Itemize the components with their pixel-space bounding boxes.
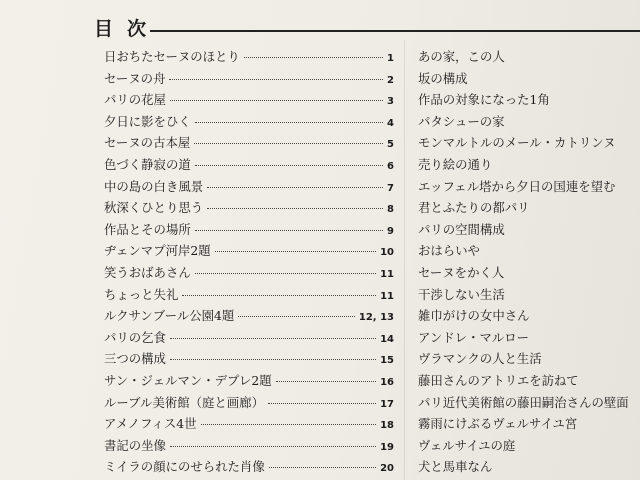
- toc-entry-title: 干渉しない生活: [418, 286, 505, 302]
- toc-entry-title: サン・ジェルマン・デプレ2題: [104, 372, 272, 388]
- toc-entry-title: 作品とその場所: [104, 221, 191, 237]
- dot-leader: [276, 381, 376, 382]
- toc-entry-page: 5: [387, 139, 394, 151]
- toc-entry-page: 3: [387, 96, 394, 108]
- dot-leader: [170, 446, 376, 447]
- toc-entry-page: 16: [380, 376, 394, 388]
- dot-leader: [207, 208, 383, 209]
- toc-entry-title: 犬と馬車なん: [418, 459, 493, 475]
- toc-entry: [104, 219, 394, 241]
- toc-entry-title: 三つの構成: [104, 351, 166, 367]
- toc-entry: [104, 370, 394, 392]
- toc-entry-page: 10: [380, 247, 394, 259]
- dot-leader: [201, 424, 377, 425]
- toc-entry: [104, 46, 394, 68]
- toc-entry: [104, 111, 394, 133]
- toc-entry-title: セーヌの古本屋: [104, 135, 191, 151]
- toc-entry: [418, 284, 640, 306]
- toc-entry-title: パタシューの家: [418, 113, 505, 129]
- toc-entry: [418, 348, 640, 370]
- toc-entry-title: アメノフィス4世: [104, 416, 197, 432]
- toc-entry: [418, 46, 640, 68]
- toc-entry: [104, 413, 394, 435]
- toc-entry-title: あの家，この人: [418, 49, 505, 64]
- dot-leader: [238, 316, 355, 317]
- toc-entry-title: 藤田さんのアトリエを訪ねて: [418, 372, 579, 388]
- toc-entry-page: 14: [380, 333, 394, 345]
- toc-entry: [418, 305, 640, 327]
- toc-entry-page: 2: [387, 74, 394, 86]
- toc-entry: [104, 154, 394, 176]
- toc-entry-page: 6: [387, 160, 394, 172]
- dot-leader: [244, 57, 383, 58]
- toc-entry: [418, 240, 640, 262]
- toc-entry-page: 17: [380, 398, 394, 410]
- toc-entry-page: 12, 13: [358, 312, 394, 324]
- toc-entry: [418, 219, 640, 241]
- toc-entry-title: パリの乞食: [104, 329, 166, 345]
- toc-entry: [104, 435, 394, 457]
- toc-entry-page: 11: [380, 290, 394, 302]
- toc-entry-title: モンマルトルのメール・カトリンヌ: [418, 135, 616, 151]
- toc-entry: [104, 348, 394, 370]
- toc-entry: [418, 413, 640, 435]
- toc-entry: [418, 327, 640, 349]
- toc-entry-title: アンドレ・マルロー: [418, 329, 530, 345]
- toc-entry-title: 色づく静寂の道: [104, 156, 191, 172]
- dot-leader: [195, 165, 383, 166]
- toc-entry: [418, 132, 640, 154]
- toc-entry-title: 君とふたりの都パリ: [418, 200, 530, 216]
- toc-entry: [104, 197, 394, 219]
- toc-entry: [418, 262, 640, 284]
- toc-entry: [418, 435, 640, 457]
- dot-leader: [268, 403, 376, 404]
- toc-entry-page: 11: [380, 268, 394, 280]
- toc-entry-title: ヴラマンクの人と生活: [418, 351, 542, 367]
- toc-entry-page: 1: [387, 53, 394, 64]
- toc-entry: [418, 197, 640, 219]
- dot-leader: [195, 273, 376, 274]
- heading-rule: [150, 30, 640, 32]
- toc-entry: [104, 176, 394, 198]
- toc-entry-title: 夕日に影をひく: [104, 113, 191, 129]
- page-title: 目次: [94, 18, 161, 40]
- dot-leader: [195, 230, 383, 231]
- toc-entry-page: 19: [380, 441, 394, 453]
- toc-entry-title: 中の島の白き風景: [104, 178, 204, 194]
- toc-entry-title: 坂の構成: [418, 70, 468, 86]
- toc-entry: [104, 89, 394, 111]
- column-gutter: [404, 40, 405, 480]
- toc-entry-title: セーヌの舟: [104, 70, 166, 86]
- toc-entry-title: エッフェル塔から夕日の国連を望む: [418, 178, 616, 194]
- toc-entry: [104, 240, 394, 262]
- toc-entry-title: パリの空間構成: [418, 221, 505, 237]
- toc-entry: [418, 154, 640, 176]
- toc-entry-title: ルーブル美術館（庭と画廊）: [104, 394, 264, 410]
- toc-entry-title: セーヌをかく人: [418, 264, 505, 280]
- toc-entry-page: 15: [380, 355, 394, 367]
- toc-entry: [418, 456, 640, 478]
- toc-entry-title: パリの花屋: [104, 92, 166, 108]
- dot-leader: [194, 143, 383, 144]
- toc-entry-title: 日おちたセーヌのほとり: [104, 49, 240, 64]
- toc-entry-title: 作品の対象になった1角: [418, 92, 550, 108]
- toc-entry: [418, 370, 640, 392]
- toc-entry: [104, 284, 394, 306]
- dot-leader: [170, 100, 383, 101]
- toc-right-column: [418, 46, 640, 478]
- toc-entry: [418, 89, 640, 111]
- toc-entry-page: 7: [387, 182, 394, 194]
- toc-entry-page: 9: [387, 225, 394, 237]
- toc-entry-page: 18: [380, 420, 394, 432]
- toc-entry-title: 霧雨にけぶるヴェルサイユ宮: [418, 416, 578, 432]
- toc-entry-title: パリ近代美術館の藤田嗣治さんの壁面: [418, 394, 629, 410]
- toc-entry-title: おはらいや: [418, 243, 480, 259]
- toc-entry: [104, 68, 394, 90]
- dot-leader: [169, 79, 383, 80]
- toc-left-column: [104, 46, 394, 478]
- toc-entry: [104, 456, 394, 478]
- toc-entry-title: 秋深くひとり思う: [104, 200, 204, 216]
- toc-entry-title: 笑うおばあさん: [104, 264, 191, 280]
- toc-entry: [104, 262, 394, 284]
- toc-entry-title: ルクサンブール公園4題: [104, 308, 235, 324]
- dot-leader: [170, 359, 376, 360]
- toc-entry-title: 書記の坐像: [104, 437, 166, 453]
- dot-leader: [195, 122, 383, 123]
- toc-entry-title: ちょっと失礼: [104, 286, 179, 302]
- toc-entry: [104, 132, 394, 154]
- toc-entry-page: 4: [387, 117, 394, 129]
- toc-entry: [418, 176, 640, 198]
- toc-entry-page: 8: [387, 204, 394, 216]
- dot-leader: [182, 295, 376, 296]
- dot-leader: [269, 467, 376, 468]
- toc-entry: [418, 68, 640, 90]
- dot-leader: [207, 187, 383, 188]
- dot-leader: [215, 251, 376, 252]
- toc-entry: [418, 392, 640, 414]
- toc-entry-title: 雑巾がけの女中さん: [418, 308, 530, 324]
- toc-entry: [104, 305, 394, 327]
- toc-entry: [104, 392, 394, 414]
- toc-entry-page: 20: [380, 463, 394, 475]
- toc-entry-title: ヂェンマプ河岸2題: [104, 243, 211, 259]
- toc-entry: [104, 327, 394, 349]
- toc-entry-title: ミイラの顔にのせられた肖像: [104, 459, 265, 475]
- dot-leader: [170, 338, 376, 339]
- toc-entry: [418, 111, 640, 133]
- toc-entry-title: 売り絵の通り: [418, 156, 493, 172]
- toc-entry-title: ヴェルサイユの庭: [418, 437, 516, 453]
